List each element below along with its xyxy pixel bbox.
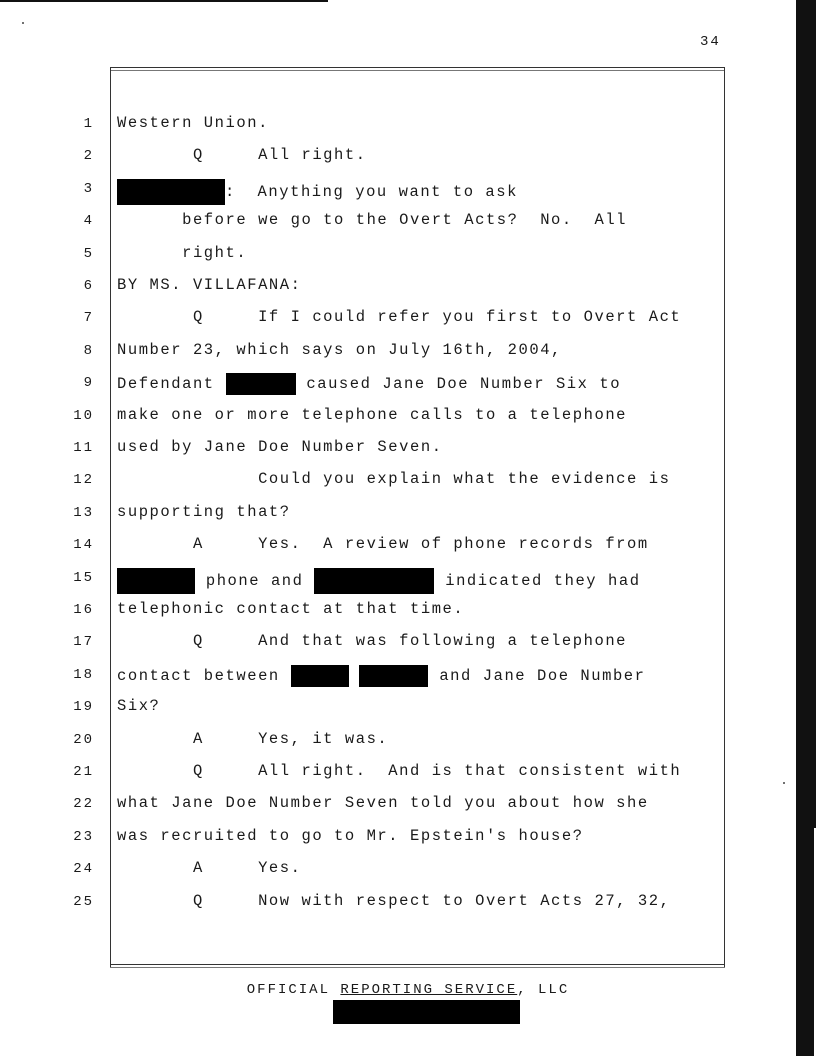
scan-speck [783,782,785,784]
line-number: 10 [73,407,94,424]
footer-text-underlined: REPORTING SERVICE [340,982,518,998]
transcript-text: and Jane Doe Number [428,666,646,685]
transcript-text: right. [117,243,248,262]
transcript-line [117,632,627,650]
transcript-text: Q If I could refer you first to Overt Act [117,308,682,327]
line-number: 20 [73,731,94,748]
footer-reporter [0,982,816,998]
redaction-box [359,665,428,687]
transcript-line [117,244,247,262]
transcript-text: Q Now with respect to Overt Acts 27, 32, [117,891,671,910]
scan-speck [22,22,24,24]
transcript-text: Six? [117,697,161,716]
line-number: 25 [73,893,94,910]
redaction-box [291,665,349,687]
transcript-line [117,892,670,910]
redaction-box [226,373,296,395]
transcript-text: contact between [117,666,291,685]
line-number: 18 [73,666,94,683]
page-number: 34 [700,34,721,50]
line-number: 3 [83,180,94,197]
transcript-line [117,503,291,521]
transcript-text: indicated they had [434,571,641,590]
scan-edge-right [796,0,816,1056]
line-number: 2 [83,148,94,165]
line-number: 1 [83,116,94,132]
line-number: 19 [73,699,94,716]
line-number: 14 [73,537,94,554]
transcript-line [117,827,584,845]
transcript-line [117,406,627,424]
transcript-line [117,146,367,164]
transcript-line [117,859,301,877]
transcript-text: : Anything you want to ask [225,182,518,201]
transcript-text: A Yes. A review of phone records from [117,535,649,554]
transcript-line [117,665,646,687]
line-number: 9 [83,375,94,392]
transcript-text: supporting that? [117,502,291,521]
footer-text-left: OFFICIAL [246,982,341,998]
transcript-text [349,667,360,685]
transcript-text: Q And that was following a telephone [117,632,628,651]
line-number: 13 [73,504,94,521]
transcript-text: Defendant [117,375,226,394]
transcript-text: Number 23, which says on July 16th, 2004, [117,340,562,359]
transcript-text: BY MS. VILLAFANA: [117,276,302,294]
redaction-box [117,179,225,205]
footer-text-right: , LLC [517,982,570,998]
transcript-line [117,794,649,812]
transcript-frame-bottom [110,964,725,965]
transcript-text: Could you explain what the evidence is [117,470,671,489]
transcript-text: was recruited to go to Mr. Epstein's house? [117,826,584,845]
line-number: 24 [73,861,94,878]
transcript-frame-top [110,67,725,68]
line-number: 12 [73,472,94,489]
redaction-box [117,568,195,594]
transcript-line [117,211,627,229]
transcript-text: A Yes, it was. [117,729,389,748]
transcript-text: caused Jane Doe Number Six to [295,375,622,394]
transcript-line [117,276,301,294]
transcript-frame-top-inner [110,70,725,71]
transcript-line [117,535,649,553]
transcript-text: phone and [195,571,315,590]
transcript-text: A Yes. [117,859,302,878]
line-number: 11 [73,440,94,456]
line-number: 7 [83,310,94,327]
transcript-text: what Jane Doe Number Seven told you about how she [117,794,649,813]
transcript-line [117,568,641,594]
transcript-line [117,697,160,715]
line-number: 17 [73,634,94,651]
transcript-line [117,373,621,395]
transcript-text: make one or more telephone calls to a telephone [117,405,628,424]
redaction-box [314,568,434,594]
transcript-frame-left [110,67,111,967]
line-number: 8 [83,342,94,359]
transcript-frame-bottom-inner [110,967,725,968]
transcript-frame-right [724,67,725,967]
transcript-line [117,114,269,132]
transcript-text: telephonic contact at that time. [117,600,465,618]
transcript-line [117,600,464,618]
line-number: 4 [83,213,94,230]
transcript-line [117,308,681,326]
scan-edge-top [0,0,328,2]
line-number: 21 [73,764,94,780]
line-number: 15 [73,569,94,586]
transcript-line [117,438,443,456]
transcript-text: Q All right. [117,146,367,165]
transcript-line [117,730,388,748]
transcript-line [117,341,562,359]
transcript-line [117,470,670,488]
line-number: 6 [83,278,94,294]
line-number: 16 [73,602,94,618]
transcript-text: used by Jane Doe Number Seven. [117,438,443,456]
line-number: 5 [83,245,94,262]
transcript-text: before we go to the Overt Acts? No. All [117,211,628,230]
transcript-line [117,762,681,780]
line-number: 23 [73,828,94,845]
redaction-box [333,1000,520,1024]
transcript-text: Q All right. And is that consistent with [117,762,682,780]
transcript-text: Western Union. [117,114,269,132]
transcript-line [117,179,518,205]
line-number: 22 [73,796,94,813]
